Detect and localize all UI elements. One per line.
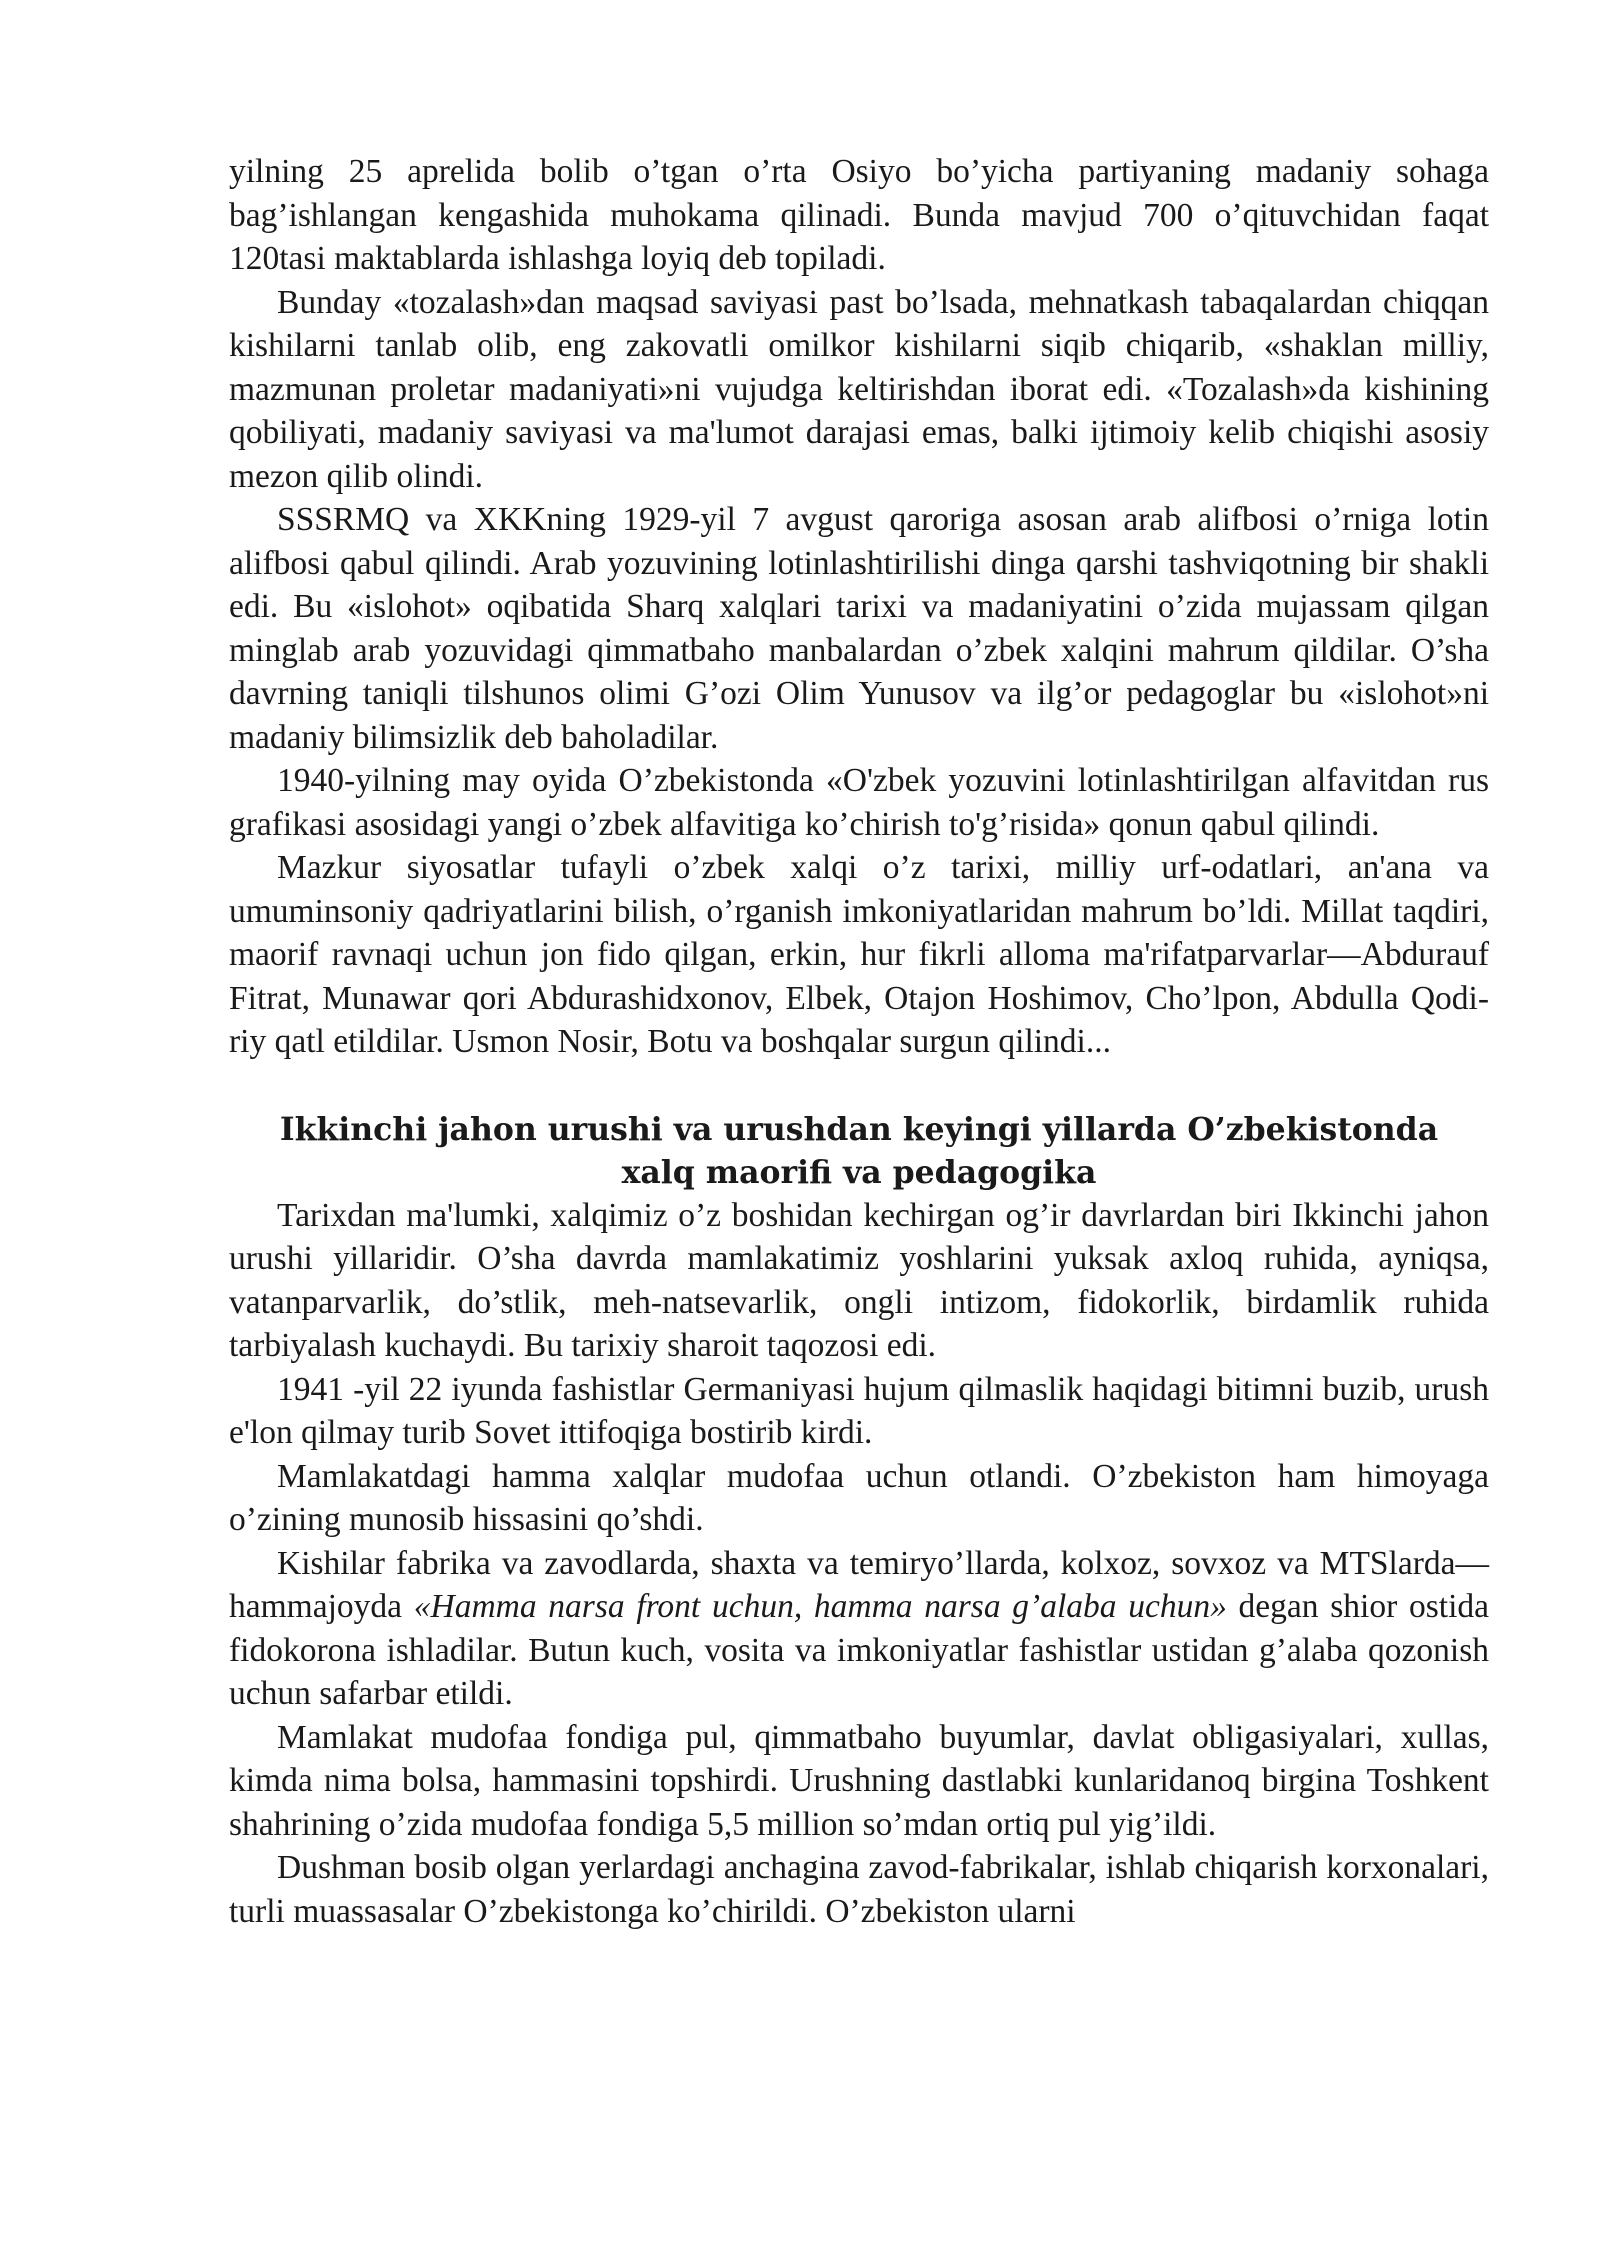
paragraph-evacuation: Dushman bosib olgan yerlardagi anchagina zavod-fabrikalar, ishlab chiqarish korxonalari, turli muassasalar O’zbekistonga ko’chirildi. O’zbekiston ularni [229,1849,1489,1930]
paragraph-alphabet-1929: SSSRMQ va XKKning 1929-yil 7 avgust qaroriga asosan arab alifbosi o’rniga lotin alifbosi qabul qilindi. Arab yozuvining lotinlashtirilishi dinga qarshi tashviqotning bir shakli edi. Bu «islohot» oqibatida Sharq xalqlari tarixi va madaniyatini o’zida mujassam qilgan minglab arab yozuvidagi qimmatbaho manbalardan o’zbek xalqini mahrum qildilar. O’sha davrning taniqli tilshunos olimi G’ozi Olim Yunusov va ilg’or pedagoglar bu «islohot»ni madaniy bilimsizlik deb baholadilar. [229,501,1489,756]
paragraph-defense: Mamlakatdagi hamma xalqlar mudofaa uchun otlandi. O’zbekiston ham himoyaga o’zining munosib hissasini qo’shdi. [229,1457,1489,1538]
paragraph-war-intro: Tarixdan ma'lumki, xalqimiz o’z boshidan kechirgan og’ir davrlardan biri Ikkinchi jahon urushi yillaridir. O’sha davrda mamlakatimiz yoshlarini yuksak axloq ruhida, ayniqsa, vatanparvarlik, do’stlik, meh-natsevarlik, ongli intizom, fidokorlik, birdamlik ruhida tarbiyalash kuchaydi. Bu tarixiy sharoit taqozosi edi. [229,1196,1489,1364]
slogan-text-before: Kishilar fabrika va zavodlarda, shaxta va temiryo’llarda, kolxoz, sovxoz va MTSlarda—hammajoyda [229,1544,1489,1625]
paragraph-1941-invasion: 1941 -yil 22 iyunda fashistlar Germaniyasi hujum qilmaslik haqidagi bitimni buzib, urush e'lon qilmay turib Sovet ittifoqiga bostirib kirdi. [229,1370,1489,1451]
section-heading: Ikkinchi jahon urushi va urushdan keyingi yillarda O’zbekistonda xalq maorifi va pedagogika [279,1110,1439,1191]
paragraph-repressions: Mazkur siyosatlar tufayli o’zbek xalqi o’z tarixi, milliy urf-odatlari, an'ana va umuminsoniy qadriyatlarini bilish, o’rganish imkoniyatlaridan mahrum bo’ldi. Millat taqdiri, maorif ravnaqi uchun jon fido qilgan, erkin, hur fikrli alloma ma'rifatparvarlar—Abdurauf Fitrat, Munawar qori Abdurashidxonov, Elbek, Otajon Hoshimov, Cho’lpon, Abdulla Qodi-riy qatl etildilar. Usmon Nosir, Botu va boshqalar surgun qilindi... [229,849,1489,1060]
paragraph-alphabet-1940: 1940-yilning may oyida O’zbekistonda «O'zbek yozuvini lotinlashtirilgan alfavitdan rus grafikasi asosidagi yangi o’zbek alfavitiga ko’chirish to'g’risida» qonun qabul qilindi. [229,762,1489,843]
paragraph-tozalash: Bunday «tozalash»dan maqsad saviyasi past bo’lsada, mehnatkash tabaqalardan chiqqan kishilarni tanlab olib, eng zakovatli omilkor kishilarni siqib chiqarib, «shaklan milliy, mazmunan proletar madaniyati»ni vujudga keltirishdan iborat edi. «Tozalash»da kishining qobiliyati, madaniy saviyasi va ma'lumot darajasi emas, balki ijtimoiy kelib chiqishi asosiy mezon qilib olindi. [229,283,1489,495]
paragraph-continuation: yilning 25 aprelida bolib o’tgan o’rta Osiyo bo’yicha partiyaning madaniy sohaga bag’ishlangan kengashida muhokama qilinadi. Bunda mavjud 700 o’qituvchidan faqat 120tasi maktablarda ishlashga loyiq deb topiladi. [229,153,1489,277]
paragraph-slogan [229,1542,1489,1716]
slogan-text-after: degan shior ostida fidokorona ishladilar. Butun kuch, vosita va imkoniyatlar fashistlar ustidan g’alaba qozonish uchun safarbar etildi. [229,1588,1489,1712]
paragraph-defense-fund: Mamlakat mudofaa fondiga pul, qimmatbaho buyumlar, davlat obligasiyalari, xullas, kimda nima bolsa, hammasini topshirdi. Urushning dastlabki kunlaridanoq birgina Toshkent shahrining o’zida mudofaa fondiga 5,5 million so’mdan ortiq pul yig’ildi. [229,1718,1489,1843]
document-page [229,150,1489,1933]
slogan-quote: «Hamma narsa front uchun, hamma narsa g’alaba uchun» [413,1588,1227,1625]
